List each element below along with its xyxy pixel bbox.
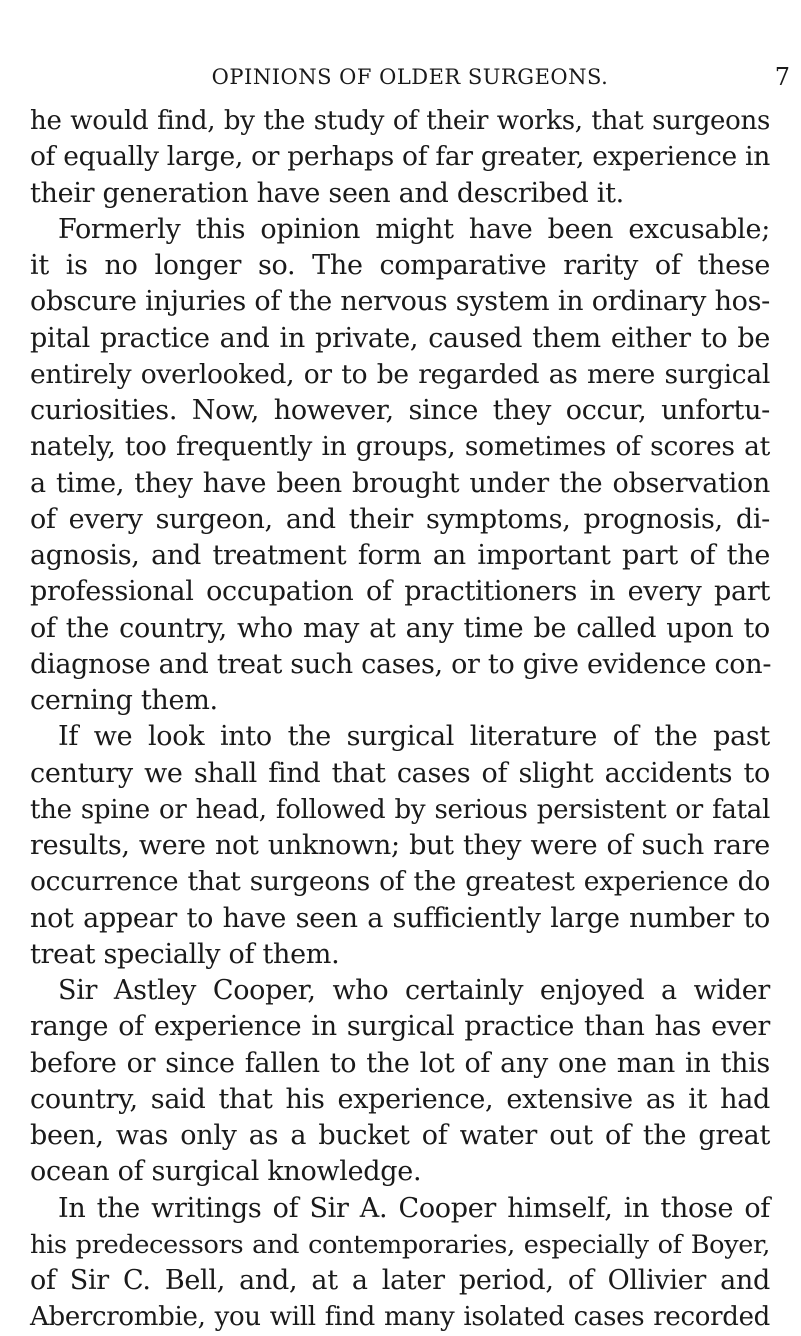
text-line: it is no longer so. The comparative rarity of these xyxy=(30,250,770,281)
text-line: been, was only as a bucket of water out of the great xyxy=(30,1120,770,1151)
text-line: country, said that his experience, extensive as it had xyxy=(30,1083,770,1115)
body-text xyxy=(30,103,770,1336)
text-line: professional occupation of practitioners in every part xyxy=(30,576,770,608)
text-line: not appear to have seen a sufficiently large number to xyxy=(30,902,770,934)
text-line: pital practice and in private, caused them either to be xyxy=(30,322,770,354)
text-line: the spine or head, followed by serious persistent or fatal xyxy=(30,794,770,825)
text-line: Abercrombie, you will find many isolated cases recorded xyxy=(30,1302,770,1333)
text-line: entirely overlooked, or to be regarded as mere surgical xyxy=(30,358,770,390)
page-number: 7 xyxy=(774,63,790,91)
text-line: ocean of surgical knowledge. xyxy=(30,1156,422,1188)
text-line: Sir Astley Cooper, who certainly enjoyed a wider xyxy=(58,975,770,1006)
text-line: of the country, who may at any time be called upon to xyxy=(30,612,770,644)
text-line: a time, they have been brought under the observation xyxy=(30,467,770,499)
text-line: range of experience in surgical practice than has ever xyxy=(30,1011,770,1043)
running-head xyxy=(30,62,790,92)
text-line: his predecessors and contemporaries, especially of Boyer, xyxy=(30,1229,770,1260)
text-line: treat specially of them. xyxy=(30,938,340,970)
running-title: OPINIONS OF OLDER SURGEONS. xyxy=(211,65,609,89)
text-line: diagnose and treat such cases, or to give evidence con- xyxy=(30,648,772,680)
text-line: of every surgeon, and their symptoms, prognosis, di- xyxy=(30,503,770,535)
text-line: century we shall find that cases of slight accidents to xyxy=(30,757,770,789)
text-line: results, were not unknown; but they were of such rare xyxy=(30,830,770,861)
text-line: their generation have seen and described it. xyxy=(30,177,624,209)
text-line: of Sir C. Bell, and, at a later period, of Ollivier and xyxy=(30,1265,770,1296)
text-line: If we look into the surgical literature of the past xyxy=(58,721,770,753)
text-line: occurrence that surgeons of the greatest experience do xyxy=(30,866,770,898)
text-line: curiosities. Now, however, since they occur, unfortu- xyxy=(30,395,770,426)
text-line: of equally large, or perhaps of far greater, experience in xyxy=(30,141,770,173)
text-line: before or since fallen to the lot of any one man in this xyxy=(30,1047,770,1079)
text-line: agnosis, and treatment form an important part of the xyxy=(30,540,770,571)
text-line: cerning them. xyxy=(30,685,218,716)
text-line: he would find, by the study of their works, that surgeons xyxy=(30,106,770,136)
text-line: obscure injuries of the nervous system in ordinary hos- xyxy=(30,286,770,318)
text-line: Formerly this opinion might have been excusable; xyxy=(58,213,770,245)
text-line: nately, too frequently in groups, sometimes of scores at xyxy=(30,431,770,463)
text-line: In the writings of Sir A. Cooper himself, in those of xyxy=(58,1192,770,1224)
